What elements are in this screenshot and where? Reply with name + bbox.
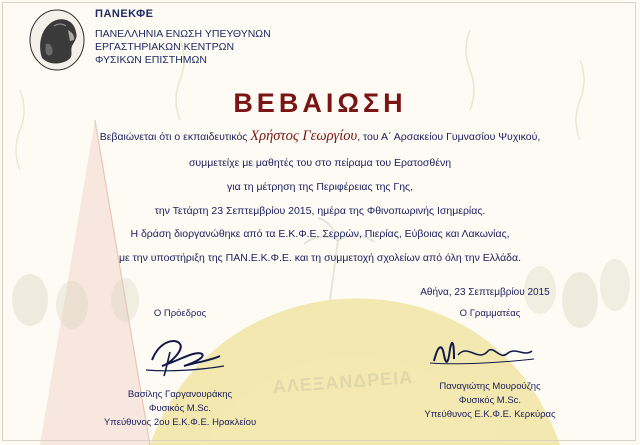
president-title: Φυσικός M.Sc. (148, 403, 212, 414)
certificate-line-6: με την υποστήριξη της ΠΑΝ.Ε.Κ.Φ.Ε. και τη συμμετοχή σχολείων από όλη την Ελλάδα. (118, 252, 521, 264)
line1-prefix: Βεβαιώνεται ότι ο εκπαιδευτικός (99, 131, 248, 143)
place-date: Αθήνα, 23 Σεπτεμβρίου 2015 (420, 287, 550, 298)
secretary-position: Υπεύθυνος Ε.Κ.Φ.Ε. Κερκύρας (424, 409, 556, 420)
certificate-line-4: την Τετάρτη 23 Σεπτεμβρίου 2015, ημέρα της Φθινοπωρινής Ισημερίας. (154, 205, 486, 217)
secretary-title: Φυσικός M.Sc. (458, 395, 522, 406)
president-position: Υπεύθυνος 2ου Ε.Κ.Φ.Ε. Ηρακλείου (103, 417, 257, 428)
island-lettering: ΑΛΕΞΑΝΔΡΕΙΑ (272, 367, 414, 397)
secretary-details (405, 380, 575, 422)
org-name-line: ΠΑΝΕΛΛΗΝΙΑ ΕΝΩΣΗ ΥΠΕΥΘΥΝΩΝ (95, 28, 271, 40)
line1-suffix: , του Α΄ Αρσακείου Γυμνασίου Ψυχικού, (357, 131, 541, 143)
secretary-role: Ο Γραμματέας (459, 308, 521, 319)
org-name-line: ΦΥΣΙΚΩΝ ΕΠΙΣΤΗΜΩΝ (95, 54, 207, 66)
org-acronym: ΠΑΝΕΚΦΕ (95, 8, 154, 20)
profile-head-emblem-icon (28, 8, 86, 72)
certificate-line-2: συμμετείχε με μαθητές του στο πείραμα του Ερατοσθένη (188, 157, 452, 169)
certificate-line-3: για τη μέτρηση της Περιφέρειας της Γης, (226, 181, 414, 193)
president-details (100, 388, 260, 430)
secretary-name: Παναγιώτης Μουρούζης (439, 381, 541, 392)
certificate-line-1 (0, 128, 640, 145)
org-name-line: ΕΡΓΑΣΤΗΡΙΑΚΩΝ ΚΕΝΤΡΩΝ (95, 41, 235, 53)
secretary-signature (428, 335, 538, 373)
org-full-name (95, 28, 271, 67)
president-signature (140, 330, 230, 380)
president-role: Ο Πρόεδρος (153, 308, 207, 319)
president-name: Βασίλης Γαργανουράκης (127, 389, 233, 400)
certificate-line-5: Η δράση διοργανώθηκε από τα Ε.Κ.Φ.Ε. Σερρών, Πιερίας, Εύβοιας και Λακωνίας, (130, 228, 510, 240)
certificate-border (2, 2, 636, 441)
certificate-title: ΒΕΒΑΙΩΣΗ (233, 88, 407, 118)
teacher-name: Χρήστος Γεωργίου (250, 128, 358, 144)
